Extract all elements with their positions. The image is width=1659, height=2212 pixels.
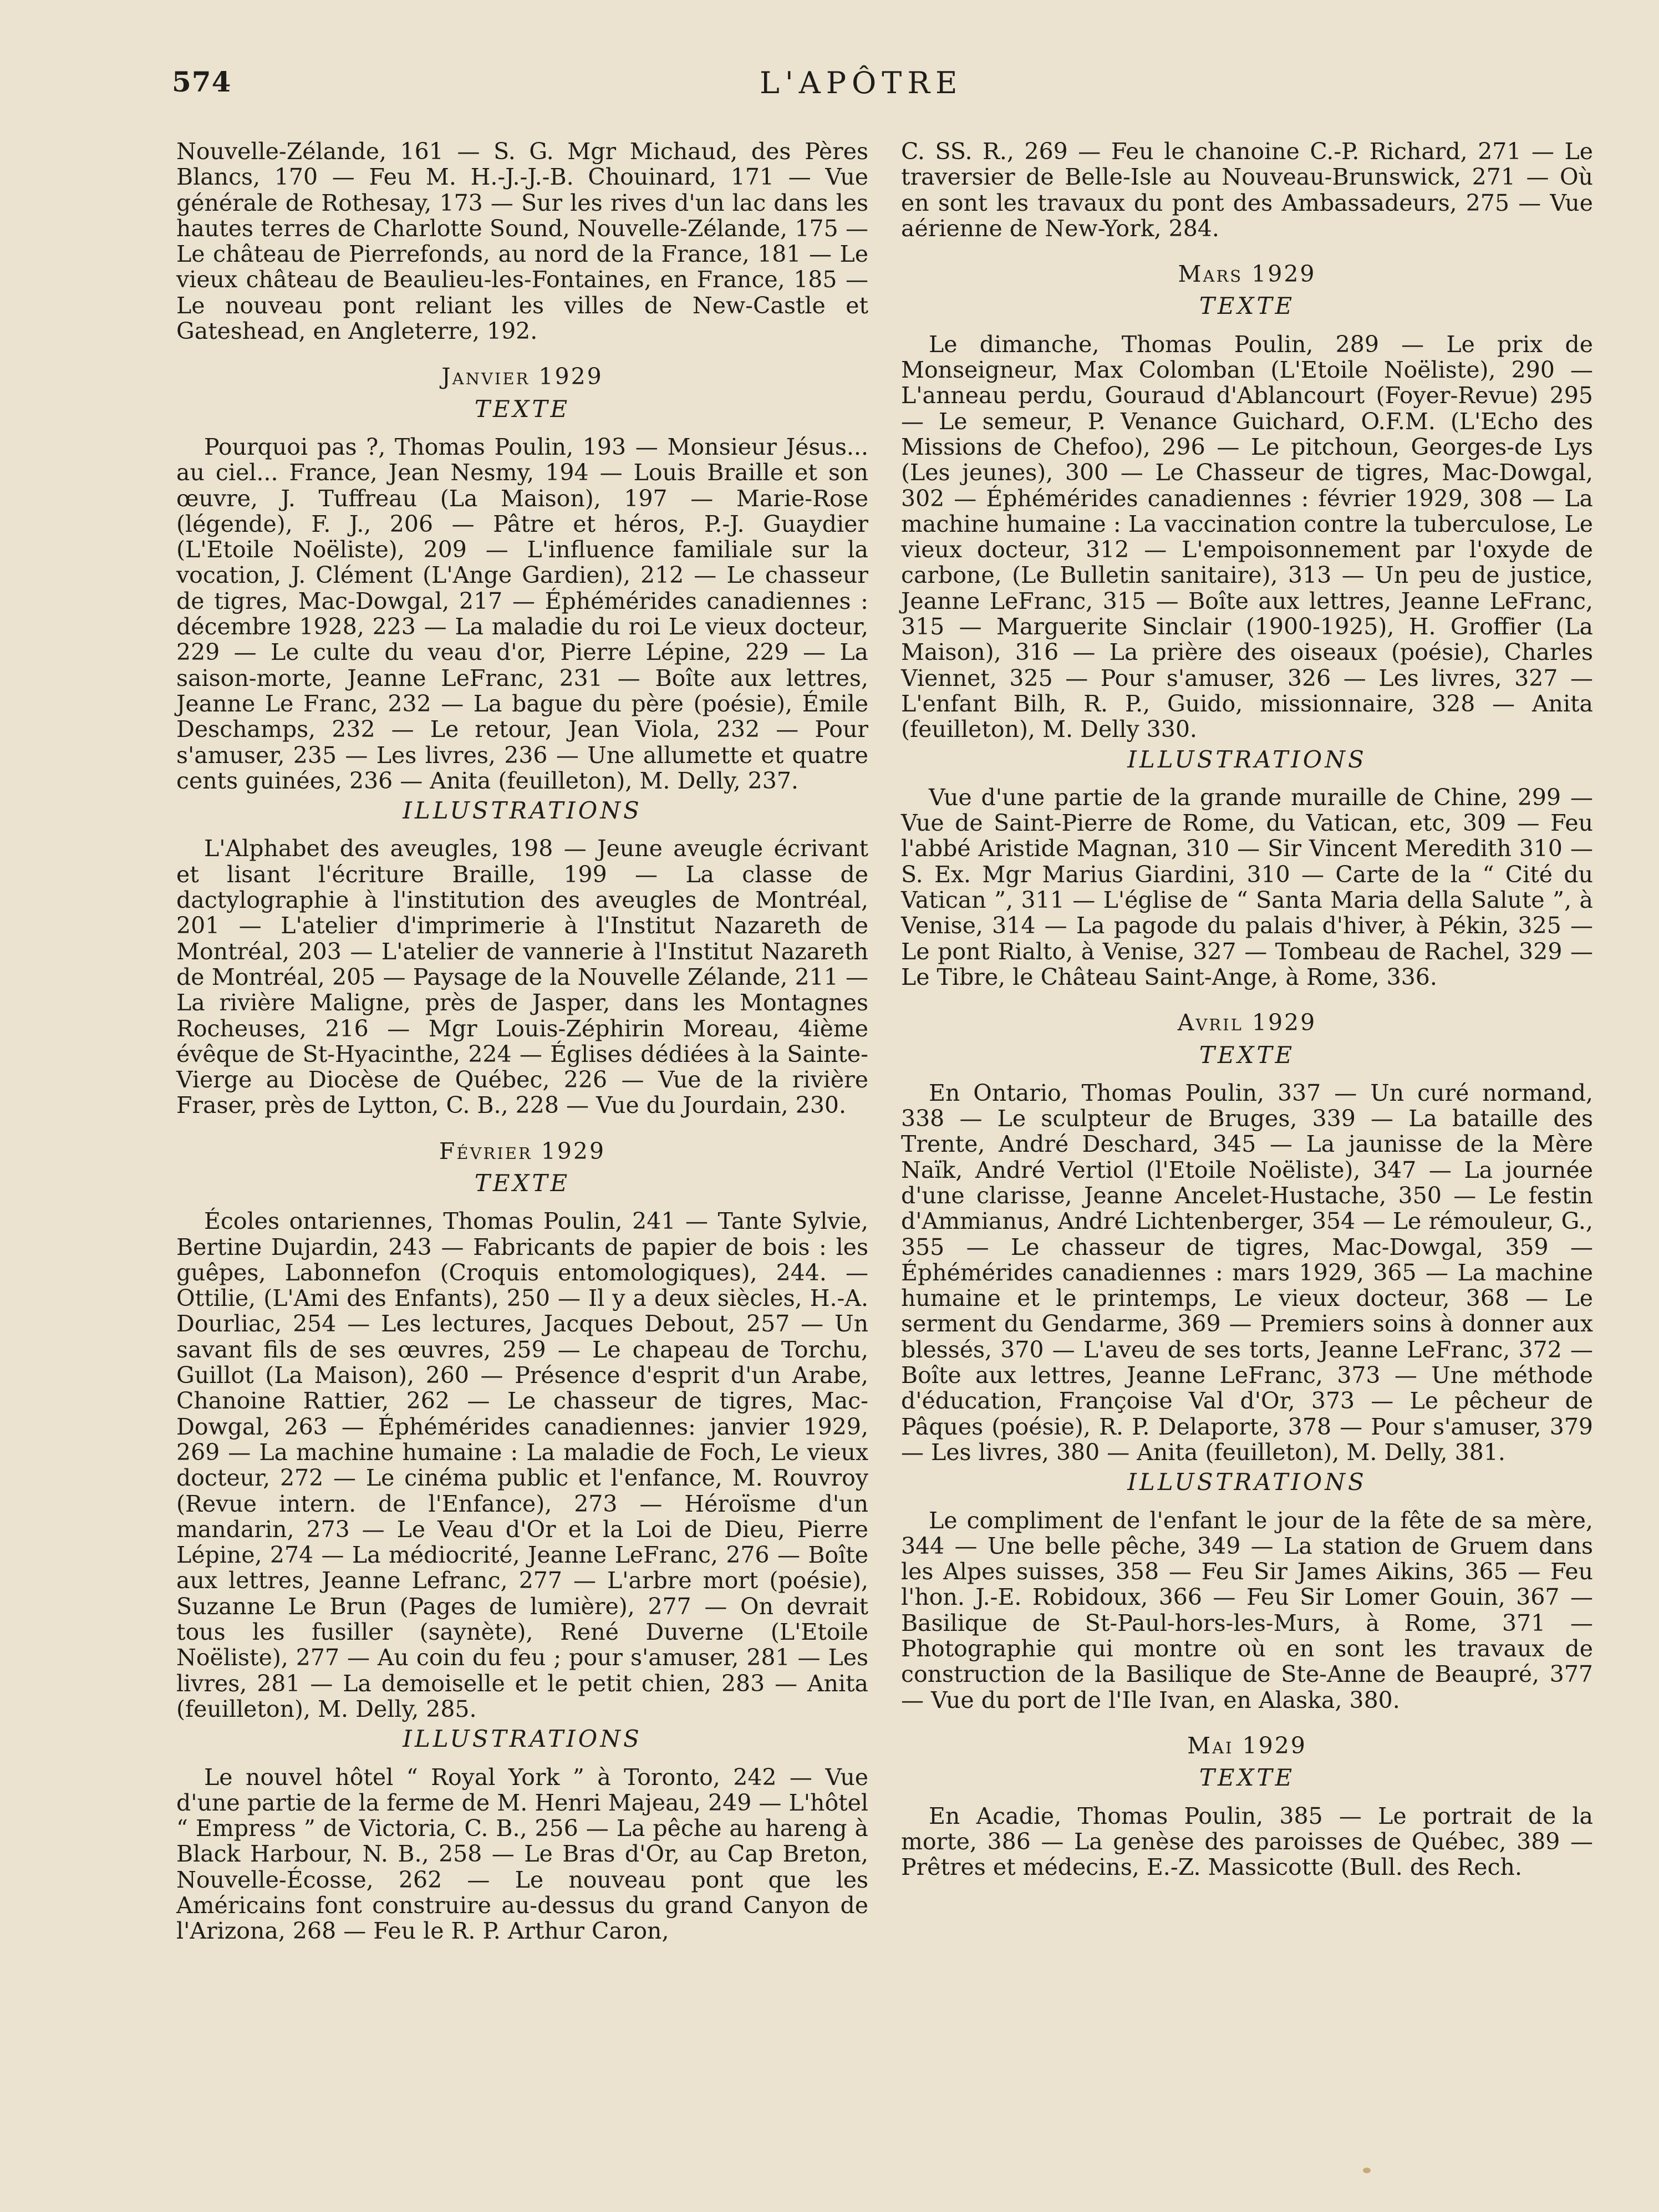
texte-paragraph-avril: En Ontario, Thomas Poulin, 337 — Un curé normand, 338 — Le sculpteur de Bruges, 339 — La bataille des Trente, André Deschard, 345 — La jaunisse de la Mère Naïk, André Vertiol (l'Etoile Noëliste), 347 — La journée d'une clarisse, Jeanne Ancelet-Hustache, 350 — Le festin d'Ammianus, André Lichtenberger, 354 — Le rémouleur, G., 355 — Le chasseur de tigres, Mac-Dowgal, 359 — Éphémérides canadiennes : mars 1929, 365 — La machine humaine et le printemps, Le vieux docteur, 368 — Le serment du Gendarme, 369 — Premiers soins à donner aux blessés, 370 — L'aveu de ses torts, Jeanne LeFranc, 372 — Boîte aux lettres, Jeanne LeFranc, 373 — Une méthode d'éducation, Françoise Val d'Or, 373 — Le pêcheur de Pâques (poésie), R. P. Delaporte, 378 — Pour s'amuser, 379 — Les livres, 380 — Anita (feuilleton), M. Delly, 381. xyxy=(901,1079,1593,1466)
left-column xyxy=(176,139,868,1944)
month-heading-janvier: Janvier 1929 xyxy=(441,363,603,390)
illustrations-paragraph-mars: Vue d'une partie de la grande muraille de Chine, 299 — Vue de Saint-Pierre de Rome, du Vatican, etc, 309 — Feu l'abbé Aristide Magnan, 310 — Sir Vincent Meredith 310 — S. Ex. Mgr Marius Giardini, 310 — Carte de la “ Cité du Vatican ”, 311 — L'église de “ Santa Maria della Salute ”, à Venise, 314 — La pagode du palais d'hiver, à Pékin, 325 — Le pont Rialto, à Venise, 327 — Tombeau de Rachel, 329 — Le Tibre, le Château Saint-Ange, à Rome, 336. xyxy=(901,784,1593,990)
section-heading-texte: TEXTE xyxy=(1199,292,1295,320)
month-heading-avril: Avril 1929 xyxy=(1177,1009,1317,1036)
month-heading-mai: Mai 1929 xyxy=(1187,1732,1307,1759)
texte-paragraph-mars: Le dimanche, Thomas Poulin, 289 — Le prix de Monseigneur, Max Colomban (L'Etoile Noëliste), 290 — L'anneau perdu, Gouraud d'Ablancourt (Foyer-Revue) 295 — Le semeur, P. Venance Guichard, O.F.M. (L'Echo des Missions de Chefoo), 296 — Le pitchoun, Georges-de Lys (Les jeunes), 300 — Le Chasseur de tigres, Mac-Dowgal, 302 — Éphémérides canadiennes : février 1929, 308 — La machine humaine : La vaccination contre la tuberculose, Le vieux docteur, 312 — L'empoisonnement par l'oxyde de carbone, (Le Bulletin sanitaire), 313 — Un peu de justice, Jeanne LeFranc, 315 — Boîte aux lettres, Jeanne LeFranc, 315 — Marguerite Sinclair (1900-1925), H. Groffier (La Maison), 316 — La prière des oiseaux (poésie), Charles Viennet, 325 — Pour s'amuser, 326 — Les livres, 327 — L'enfant Bilh, R. P., Guido, missionnaire, 328 — Anita (feuilleton), M. Delly 330. xyxy=(901,330,1593,743)
page-header xyxy=(172,65,1659,110)
section-heading-illustrations: ILLUSTRATIONS xyxy=(1127,745,1367,773)
continued-paragraph: C. SS. R., 269 — Feu le chanoine C.-P. Richard, 271 — Le traversier de Belle-Isle au Nouveau-Brunswick, 271 — Où en sont les travaux du pont des Ambassadeurs, 275 — Vue aérienne de New-York, 284. xyxy=(901,138,1593,242)
continued-paragraph: Nouvelle-Zélande, 161 — S. G. Mgr Michaud, des Pères Blancs, 170 — Feu M. H.-J.-J.-B. Chouinard, 171 — Vue générale de Rothesay, 173 — Sur les rives d'un lac dans les hautes terres de Charlotte Sound, Nouvelle-Zélande, 175 — Le château de Pierrefonds, au nord de la France, 181 — Le vieux château de Beaulieu-les-Fontaines, en France, 185 — Le nouveau pont reliant les villes de New-Castle et Gateshead, en Angleterre, 192. xyxy=(176,138,868,345)
illustrations-paragraph-janvier: L'Alphabet des aveugles, 198 — Jeune aveugle écrivant et lisant l'écriture Braille, 199 — La classe de dactylographie à l'institution des aveugles de Montréal, 201 — L'atelier d'imprimerie à l'Institut Nazareth de Montréal, 203 — L'atelier de vannerie à l'Institut Nazareth de Montréal, 205 — Paysage de la Nouvelle Zélande, 211 — La rivière Maligne, près de Jasper, dans les Montagnes Rocheuses, 216 — Mgr Louis-Zéphirin Moreau, 4ième évêque de St-Hyacinthe, 224 — Églises dédiées à la Sainte-Vierge au Diocèse de Québec, 226 — Vue de la rivière Fraser, près de Lytton, C. B., 228 — Vue du Jourdain, 230. xyxy=(176,835,868,1119)
section-heading-illustrations: ILLUSTRATIONS xyxy=(1127,1468,1367,1496)
section-heading-texte: TEXTE xyxy=(1199,1764,1295,1792)
illustrations-paragraph-fevrier: Le nouvel hôtel “ Royal York ” à Toronto, 242 — Vue d'une partie de la ferme de M. Henri Majeau, 249 — L'hôtel “ Empress ” de Victoria, C. B., 256 — La pêche au hareng à Black Harbour, N. B., 258 — Le Bras d'Or, au Cap Breton, Nouvelle-Écosse, 262 — Le nouveau pont que les Américains font construire au-dessus du grand Canyon de l'Arizona, 268 — Feu le R. P. Arthur Caron, xyxy=(176,1763,868,1945)
section-heading-texte: TEXTE xyxy=(474,395,571,423)
right-column xyxy=(901,139,1593,1880)
section-heading-illustrations: ILLUSTRATIONS xyxy=(403,1725,642,1753)
page-number: 574 xyxy=(172,65,232,98)
texte-paragraph-janvier: Pourquoi pas ?, Thomas Poulin, 193 — Monsieur Jésus... au ciel... France, Jean Nesmy, 194 — Louis Braille et son œuvre, J. Tuffreau (La Maison), 197 — Marie-Rose (légende), F. J., 206 — Pâtre et héros, P.-J. Guaydier (L'Etoile Noëliste), 209 — L'influence familiale sur la vocation, J. Clément (L'Ange Gardien), 212 — Le chasseur de tigres, Mac-Dowgal, 217 — Éphémérides canadiennes : décembre 1928, 223 — La maladie du roi Le vieux docteur, 229 — Le culte du veau d'or, Pierre Lépine, 229 — La saison-morte, Jeanne LeFranc, 231 — Boîte aux lettres, Jeanne Le Franc, 232 — La bague du père (poésie), Émile Deschamps, 232 — Le retour, Jean Viola, 232 — Pour s'amuser, 235 — Les livres, 236 — Une allumette et quatre cents guinées, 236 — Anita (feuilleton), M. Delly, 237. xyxy=(176,433,868,794)
illustrations-paragraph-avril: Le compliment de l'enfant le jour de la fête de sa mère, 344 — Une belle pêche, 349 — La station de Gruem dans les Alpes suisses, 358 — Feu Sir James Aikins, 365 — Feu l'hon. J.-E. Robidoux, 366 — Feu Sir Lomer Gouin, 367 — Basilique de St-Paul-hors-les-Murs, à Rome, 371 — Photographie qui montre où en sont les travaux de construction de la Basilique de Ste-Anne de Beaupré, 377 — Vue du port de l'Ile Ivan, en Alaska, 380. xyxy=(901,1507,1593,1713)
running-title: L'APÔTRE xyxy=(760,65,963,100)
texte-paragraph-mai: En Acadie, Thomas Poulin, 385 — Le portrait de la morte, 386 — La genèse des paroisses de Québec, 389 — Prêtres et médecins, E.-Z. Massicotte (Bull. des Rech. xyxy=(901,1802,1593,1881)
paper-speck xyxy=(1363,2168,1371,2173)
section-heading-texte: TEXTE xyxy=(1199,1041,1295,1069)
section-heading-texte: TEXTE xyxy=(474,1169,571,1197)
month-heading-mars: Mars 1929 xyxy=(1178,261,1316,288)
section-heading-illustrations: ILLUSTRATIONS xyxy=(403,797,642,825)
month-heading-fevrier: Février 1929 xyxy=(439,1137,606,1165)
texte-paragraph-fevrier: Écoles ontariennes, Thomas Poulin, 241 — Tante Sylvie, Bertine Dujardin, 243 — Fabricants de papier de bois : les guêpes, Labonnefon (Croquis entomologiques), 244. — Ottilie, (L'Ami des Enfants), 250 — Il y a deux siècles, H.-A. Dourliac, 254 — Les lectures, Jacques Debout, 257 — Un savant fils de ses œuvres, 259 — Le chapeau de Torchu, Guillot (La Maison), 260 — Présence d'esprit d'un Arabe, Chanoine Rattier, 262 — Le chasseur de tigres, Mac-Dowgal, 263 — Éphémérides canadiennes: janvier 1929, 269 — La machine humaine : La maladie de Foch, Le vieux docteur, 272 — Le cinéma public et l'enfance, M. Rouvroy (Revue intern. de l'Enfance), 273 — Héroïsme d'un mandarin, 273 — Le Veau d'Or et la Loi de Dieu, Pierre Lépine, 274 — La médiocrité, Jeanne LeFranc, 276 — Boîte aux lettres, Jeanne Lefranc, 277 — L'arbre mort (poésie), Suzanne Le Brun (Pages de lumière), 277 — On devrait tous les fusiller (saynète), René Duverne (L'Etoile Noëliste), 277 — Au coin du feu ; pour s'amuser, 281 — Les livres, 281 — La demoiselle et le petit chien, 283 — Anita (feuilleton), M. Delly, 285. xyxy=(176,1208,868,1722)
